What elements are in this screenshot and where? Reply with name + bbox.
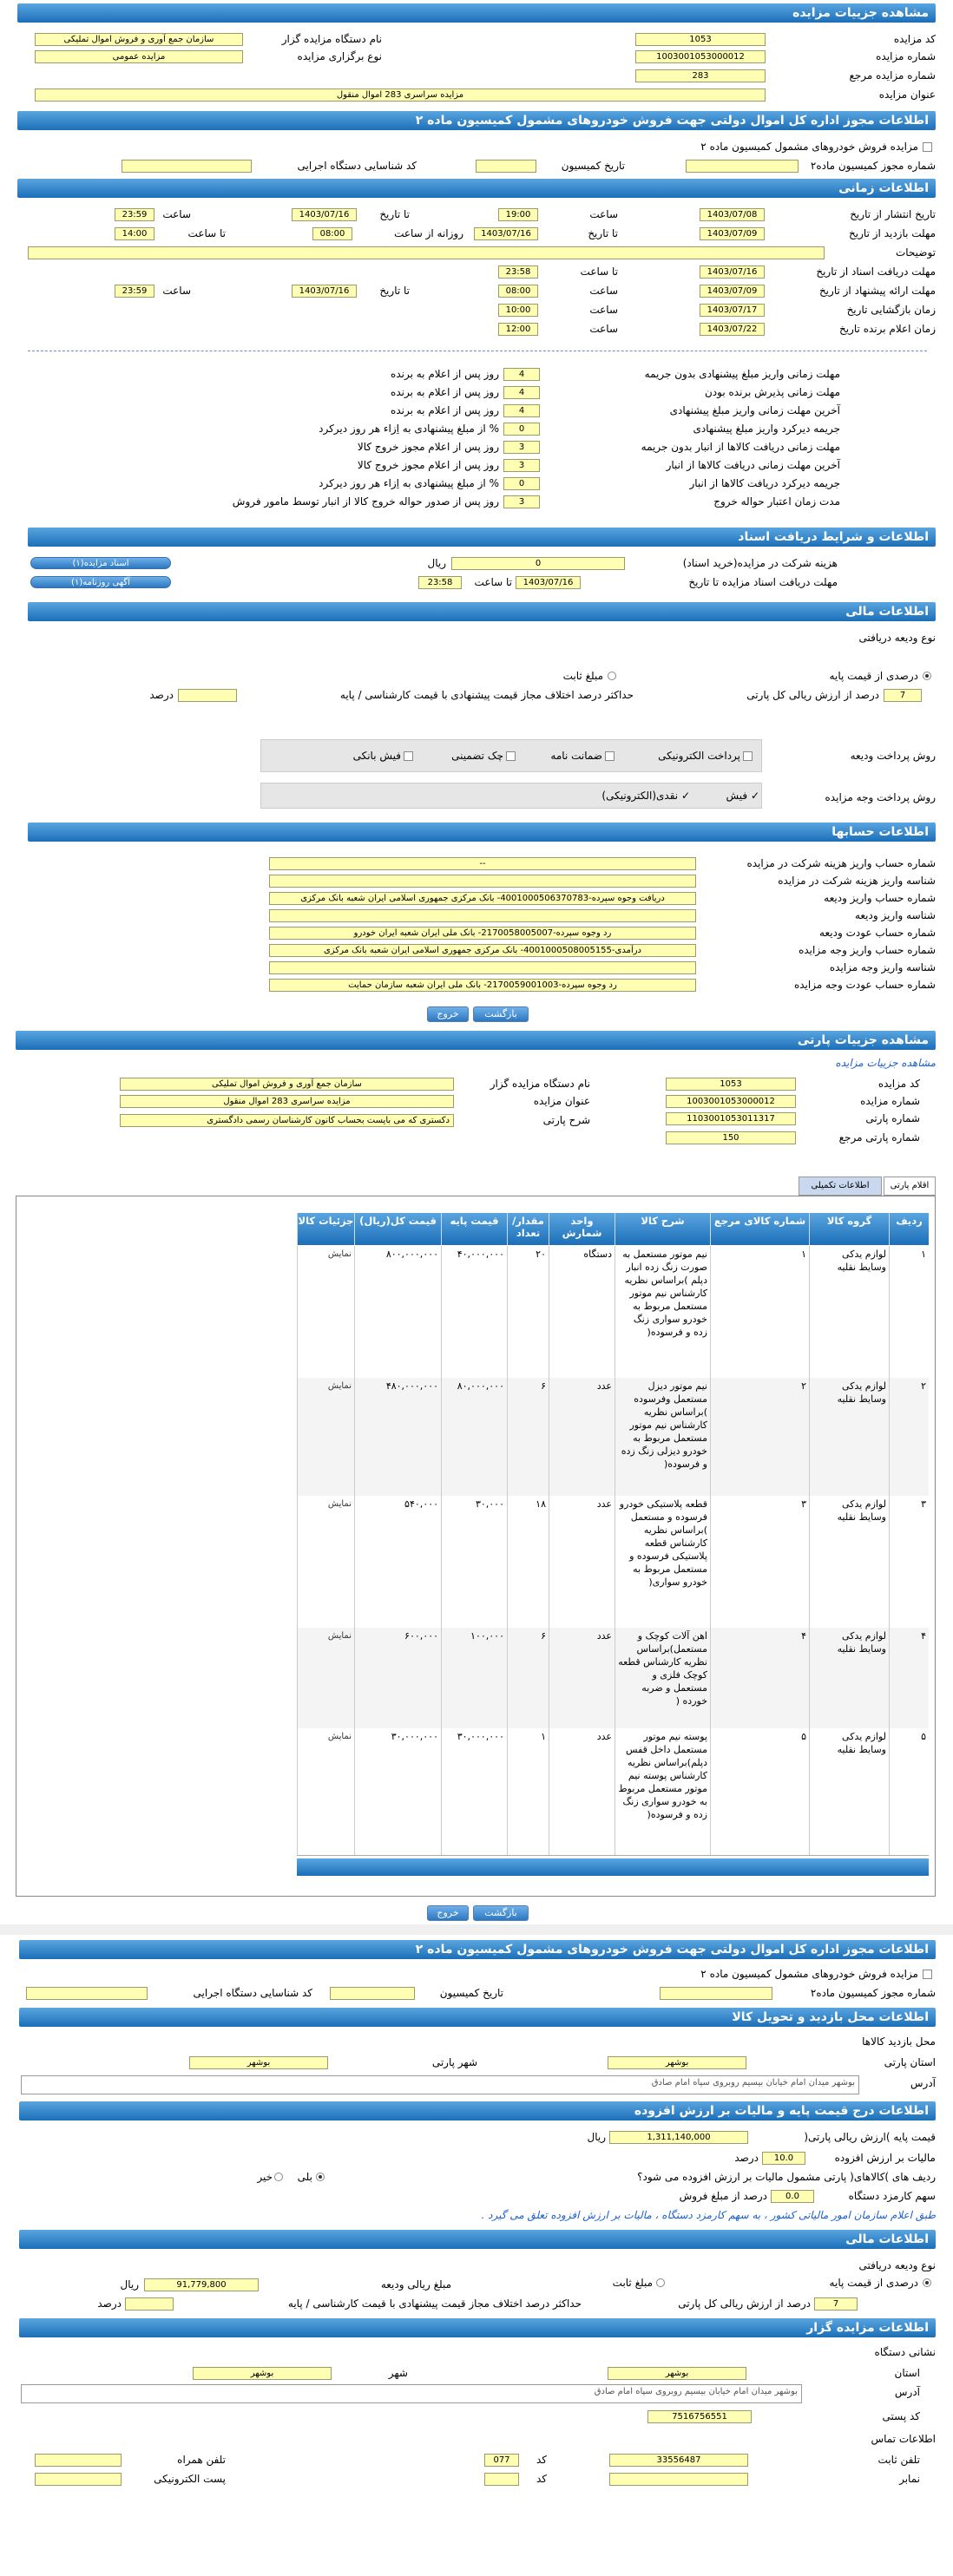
fax-code-field <box>484 2473 519 2486</box>
docs-deadline-time-label: تا ساعت <box>474 576 512 588</box>
offer-to-field: 1403/07/16 <box>292 285 357 298</box>
party-auction-code-field: 1053 <box>666 1078 796 1091</box>
account-field: رد وجوه سپرده-2170058005007- بانک ملی ایران شعبه ایران خودرو <box>269 927 696 940</box>
exec-code-label: کد شناسایی دستگاه اجرایی <box>297 160 417 172</box>
party-number-field: 1103001053011317 <box>666 1112 796 1125</box>
fee-share-field: 0.0 <box>771 2190 814 2203</box>
docs-deadline-label: مهلت دریافت اسناد از تاریخ <box>816 265 936 278</box>
account-label: شماره حساب عودت وجه مزایده <box>793 979 936 991</box>
tab-extra-info[interactable]: اطلاعات تکمیلی <box>799 1177 882 1196</box>
party-permit-number-field <box>660 1987 772 2000</box>
deposit-percent-label: درصدی از قیمت پایه <box>829 670 918 682</box>
vat-no-radio[interactable] <box>274 2173 283 2181</box>
base-price-label: قیمت پایه )ارزش ریالی پارتی( <box>804 2131 936 2143</box>
opening-time-label: ساعت <box>589 304 618 316</box>
table-cell: ۱ <box>889 1246 929 1378</box>
party-permit-number-label: شماره مجوز کمیسیون ماده۲ <box>810 1987 936 1999</box>
party-auction-number-field: 1003001053000012 <box>666 1095 796 1108</box>
phone-field: 33556487 <box>609 2454 748 2467</box>
auction-number-field: 1003001053000012 <box>635 50 766 63</box>
publish-time-label: ساعت <box>589 208 618 220</box>
table-header-cell: ردیف <box>889 1213 929 1245</box>
visit-daily-label: روزانه از ساعت <box>394 227 463 239</box>
account-label: شماره حساب واریز وجه مزایده <box>799 944 936 956</box>
table-cell: ۳۰,۰۰۰,۰۰۰ <box>354 1728 441 1855</box>
rule-unit: روز پس از اعلام مجوز خروج کالا <box>357 441 499 453</box>
details-button[interactable]: نمایش <box>297 1378 354 1496</box>
newspaper-ad-button[interactable]: آگهی روزنامه(۱) <box>30 576 171 588</box>
table-cell: لوازم یدکی وسایط نقلیه <box>809 1246 889 1378</box>
party-ref-field: 150 <box>666 1131 796 1144</box>
org-city-field: بوشهر <box>193 2367 332 2380</box>
party-commission-date-field <box>330 1987 415 2000</box>
tab-party-items[interactable]: اقلام پارتی <box>884 1177 936 1196</box>
deposit-percent-unit: درصد از ارزش ریالی کل پارتی <box>746 689 879 701</box>
section-header-auctioneer: اطلاعات مزایده گزار <box>19 2318 936 2337</box>
contact-heading: اطلاعات تماس <box>871 2433 936 2445</box>
base-price-currency: ریال <box>587 2131 606 2143</box>
max-diff-field <box>178 689 237 702</box>
vat-unit: درصد <box>734 2152 759 2164</box>
vat-yes-label: بلی <box>297 2171 312 2183</box>
auction-type-field: مزایده عمومی <box>35 50 243 63</box>
party-permit-checkbox[interactable] <box>923 1970 932 1979</box>
party-exec-code-label: کد شناسایی دستگاه اجرایی <box>193 1987 312 1999</box>
pay-cheque-label: چک تضمینی <box>451 750 503 762</box>
rule-value-field: 4 <box>503 404 540 417</box>
vat-no-label: خیر <box>257 2171 273 2183</box>
winner-time-field: 12:00 <box>498 323 538 336</box>
deposit-fixed-radio[interactable] <box>608 672 616 680</box>
docs-to-time-label: تا ساعت <box>580 265 618 278</box>
party-org-field: سازمان جمع آوری و فروش اموال تملیکی <box>120 1078 454 1091</box>
publish-from-field: 1403/07/08 <box>700 208 765 221</box>
account-label: شناسه واریز ودیعه <box>854 909 936 921</box>
table-cell: قطعه پلاستیکی خودرو فرسوده و مستعمل )براساس نظریه کارشناس قطعه پلاستیکی فرسوده و مستعمل مربوط به خودرو سواری( <box>615 1496 710 1628</box>
party-deposit-percent-unit: درصد از ارزش ریالی کل پارتی <box>678 2297 811 2310</box>
org-address-field: بوشهر میدان امام خیابان بیسیم روبروی سپاه امام صادق <box>21 2384 802 2403</box>
rule-value-field: 3 <box>503 459 540 472</box>
org-province-label: استان <box>894 2367 920 2379</box>
org-province-field: بوشهر <box>608 2367 746 2380</box>
table-cell: ۳۰,۰۰۰ <box>441 1496 507 1628</box>
table-cell: لوازم یدکی وسایط نقلیه <box>809 1728 889 1855</box>
party-subject-label: عنوان مزایده <box>533 1095 590 1107</box>
details-button[interactable]: نمایش <box>297 1496 354 1628</box>
vat-label: مالیات بر ارزش افزوده <box>834 2152 936 2164</box>
table-cell: ۵۴۰,۰۰۰ <box>354 1496 441 1628</box>
publish-date-label: تاریخ انتشار از تاریخ <box>850 208 936 220</box>
section-header-finance: اطلاعات مالی <box>28 602 936 621</box>
table-cell: ۱۸ <box>507 1496 549 1628</box>
winner-time-label: ساعت <box>589 323 618 335</box>
table-cell: لوازم یدکی وسایط نقلیه <box>809 1496 889 1628</box>
vat-note: طبق اعلام سازمان امور مالیاتی کشور ، به سهم کارمزد دستگاه ، مالیات بر ارزش افزوده تعلق می گیرد . <box>481 2209 936 2221</box>
visit-to-time-label: تا ساعت <box>187 227 226 239</box>
auctioneer-field: سازمان جمع آوری و فروش اموال تملیکی <box>35 33 243 46</box>
account-label: شماره حساب واریز هزینه شرکت در مزایده <box>746 857 936 869</box>
auction-ref-field: 283 <box>635 69 766 82</box>
table-cell: ۵ <box>889 1728 929 1855</box>
party-max-diff-field <box>125 2297 174 2311</box>
deposit-payment-label: روش پرداخت ودیعه <box>850 750 936 762</box>
section-header-location: اطلاعات محل بازدید و تحویل کالا <box>19 2008 936 2027</box>
table-cell: ۴ <box>710 1628 809 1728</box>
account-label: شماره حساب عودت ودیعه <box>819 927 936 939</box>
table-cell: عدد <box>549 1496 615 1628</box>
exit-button[interactable]: خروج <box>427 1006 469 1022</box>
table-cell: ۱ <box>507 1728 549 1855</box>
table-cell: نیم موتور دیزل مستعمل وفرسوده )براساس نظریه کارشناس نیم موتور مستعمل مربوط به خودرو دیزلی زنگ زده و فرسوده( <box>615 1378 710 1496</box>
mobile-label: تلفن همراه <box>177 2454 226 2466</box>
deposit-type-label: نوع ودیعه دریافتی <box>858 632 936 644</box>
deposit-percent-radio[interactable] <box>923 672 931 680</box>
commission-date-field <box>476 160 536 173</box>
section-header-time-info: اطلاعات زمانی <box>17 179 936 198</box>
table-cell: ۳۰,۰۰۰,۰۰۰ <box>441 1728 507 1855</box>
party-exec-code-field <box>26 1987 148 2000</box>
table-cell: عدد <box>549 1378 615 1496</box>
deposit-amount-field: 91,779,800 <box>144 2278 259 2291</box>
rule-unit: روز پس از اعلام مجوز خروج کالا <box>357 459 499 471</box>
visit-to-label: تا تاریخ <box>588 227 618 239</box>
auction-subject-field: مزایده سراسری 283 اموال منقول <box>35 88 766 102</box>
table-header-cell: گروه کالا <box>809 1213 889 1245</box>
row-divider <box>297 1855 929 1856</box>
table-cell: ۳ <box>889 1496 929 1628</box>
auction-code-label: کد مزایده <box>893 33 936 45</box>
fee-currency-label: ریال <box>427 557 446 569</box>
mobile-field <box>35 2454 122 2467</box>
party-deposit-type-label: نوع ودیعه دریافتی <box>858 2259 936 2271</box>
org-city-label: شهر <box>388 2367 408 2379</box>
pay-guarantee-label: ضمانت نامه <box>550 750 602 762</box>
section-header-auction-details: مشاهده جزییات مزایده <box>17 3 936 23</box>
publish-to-field: 1403/07/16 <box>292 208 357 221</box>
section-header-price: اطلاعات درج قیمت پایه و مالیات بر ارزش افزوده <box>19 2101 936 2120</box>
table-cell: ۱ <box>710 1246 809 1378</box>
party-deposit-percent-radio[interactable] <box>923 2278 931 2287</box>
party-auction-code-label: کد مزایده <box>877 1078 920 1090</box>
fax-label: نمابر <box>899 2473 920 2485</box>
party-city-field: بوشهر <box>189 2056 328 2069</box>
table-header-cell: قیمت کل(ریال) <box>354 1213 441 1245</box>
pay-slip-label: فیش بانکی <box>352 750 401 762</box>
table-cell: عدد <box>549 1728 615 1855</box>
table-header-cell: جزئیات کالا <box>297 1213 354 1245</box>
permit-checkbox-label: مزایده فروش خودروهای مشمول کمیسیون ماده ۲ <box>700 141 918 153</box>
publish-time-to-field: 23:59 <box>115 208 154 221</box>
rule-value-field: 0 <box>503 423 540 436</box>
rule-value-field: 0 <box>503 477 540 490</box>
rule-unit: روز پس از اعلام به برنده <box>391 368 499 380</box>
table-cell: دستگاه <box>549 1246 615 1378</box>
party-desc-label: شرح پارتی <box>542 1114 590 1126</box>
vat-question-label: ردیف های )کالاهای( پارتی مشمول مالیات بر ارزش افزوده می شود؟ <box>637 2171 936 2183</box>
phone-label: تلفن ثابت <box>877 2454 920 2466</box>
party-commission-date-label: تاریخ کمیسیون <box>439 1987 503 1999</box>
auction-type-label: نوع برگزاری مزایده <box>297 50 382 62</box>
publish-time-from-field: 19:00 <box>498 208 538 221</box>
rule-value-field: 3 <box>503 495 540 508</box>
docs-from-field: 1403/07/16 <box>700 265 765 279</box>
account-field: -- <box>269 857 696 870</box>
table-cell: ۶ <box>507 1628 549 1728</box>
table-header-cell: واحد شمارش <box>549 1213 615 1245</box>
auction-payment-label: روش پرداخت وجه مزایده <box>825 791 936 803</box>
permit-number-field <box>686 160 799 173</box>
table-cell: ۴۰,۰۰۰,۰۰۰ <box>441 1246 507 1378</box>
party-permit-checkbox-label: مزایده فروش خودروهای مشمول کمیسیون ماده ۲ <box>700 1968 918 1980</box>
email-field <box>35 2473 122 2486</box>
email-label: پست الکترونیکی <box>154 2473 226 2485</box>
auction-details-link[interactable]: مشاهده جزییات مزایده <box>835 1057 936 1069</box>
visit-time-to-field: 14:00 <box>115 227 154 240</box>
party-desc-field: دکستری که می بایست بحساب کانون کارشناسان رسمی دادگستری <box>120 1114 454 1127</box>
pay-guarantee-checkbox[interactable] <box>605 751 615 761</box>
party-deposit-fixed-label: مبلغ ثابت <box>612 2277 653 2289</box>
party-deposit-percent-field: 7 <box>814 2297 858 2311</box>
rule-unit: روز پس از اعلام به برنده <box>391 386 499 398</box>
offer-from-field: 1403/07/09 <box>700 285 765 298</box>
rule-unit: % از مبلغ پیشنهادی به اِزاء هر روز دیرکرد <box>319 423 499 435</box>
table-cell: ۸۰,۰۰۰,۰۰۰ <box>441 1378 507 1496</box>
pay2-slip-label: ✓ فیش <box>726 790 759 802</box>
org-address-label: آدرس <box>894 2386 920 2398</box>
party-city-label: شهر پارتی <box>431 2056 477 2068</box>
winner-label: زمان اعلام برنده تاریخ <box>838 323 936 335</box>
section-header-finance-party: اطلاعات مالی <box>19 2230 936 2249</box>
offer-time-from-field: 08:00 <box>498 285 538 298</box>
fax-code-label: کد <box>536 2473 547 2485</box>
table-cell: ۱۰۰,۰۰۰ <box>441 1628 507 1728</box>
visit-location-label: محل بازدید کالاها <box>862 2035 936 2048</box>
table-cell: ۲۰ <box>507 1246 549 1378</box>
rule-label: آخرین مهلت زمانی دریافت کالاها از انبار <box>666 459 840 471</box>
page-separator <box>0 1924 953 1935</box>
party-max-diff-unit: درصد <box>97 2297 122 2310</box>
deposit-fixed-label: مبلغ ثابت <box>562 670 603 682</box>
table-cell: ۴ <box>889 1628 929 1728</box>
account-label: شناسه واریز وجه مزایده <box>829 961 936 973</box>
section-header-party: مشاهده جزییات پارتی <box>16 1031 936 1050</box>
fee-label: هزینه شرکت در مزایده(خرید اسناد) <box>682 557 838 569</box>
area-code-field: 077 <box>484 2454 519 2467</box>
pay-electronic-checkbox[interactable] <box>743 751 753 761</box>
vat-yes-radio[interactable] <box>316 2173 325 2181</box>
offer-time-to-field: 23:59 <box>115 285 154 298</box>
party-province-label: استان پارتی <box>884 2056 936 2068</box>
org-address-heading: نشانی دستگاه <box>874 2346 936 2358</box>
visit-time-from-field: 08:00 <box>312 227 352 240</box>
rule-unit: روز پس از صدور حواله خروج کالا از انبار توسط مامور فروش <box>232 495 499 508</box>
rule-unit: % از مبلغ پیشنهادی به اِزاء هر روز دیرکرد <box>319 477 499 489</box>
pay-slip-checkbox[interactable] <box>404 751 413 761</box>
table-footer <box>297 1858 929 1876</box>
offer-to-label: تا تاریخ <box>379 285 410 297</box>
opening-date-field: 1403/07/17 <box>700 304 765 317</box>
auction-number-label: شماره مزایده <box>876 50 936 62</box>
winner-date-field: 1403/07/22 <box>700 323 765 336</box>
docs-time-field: 23:58 <box>498 265 538 279</box>
vat-field: 10.0 <box>762 2152 805 2165</box>
table-header-cell: شرح کالا <box>615 1213 710 1245</box>
table-cell: ۲ <box>889 1378 929 1496</box>
table-cell: ۴۸۰,۰۰۰,۰۰۰ <box>354 1378 441 1496</box>
rule-label: مهلت زمانی دریافت کالاها از انبار بدون جریمه <box>641 441 840 453</box>
party-exit-button[interactable]: خروج <box>427 1905 469 1921</box>
rule-label: جریمه دیرکرد دریافت کالاها از انبار <box>689 477 840 489</box>
table-cell: ۸۰۰,۰۰۰,۰۰۰ <box>354 1246 441 1378</box>
table-cell: ۵ <box>710 1728 809 1855</box>
rule-value-field: 4 <box>503 386 540 399</box>
permit-number-label: شماره مجوز کمیسیون ماده۲ <box>810 160 936 172</box>
opening-label: زمان بازگشایی تاریخ <box>846 304 936 316</box>
account-field: درآمدی-4001000508005155- بانک مرکزی جمهوری اسلامی ایران شعبه بانک مرکزی <box>269 944 696 957</box>
account-field <box>269 961 696 974</box>
exec-code-field <box>122 160 252 173</box>
party-auction-number-label: شماره مزایده <box>860 1095 920 1107</box>
visit-from-field: 1403/07/09 <box>700 227 765 240</box>
table-cell: اهن آلات کوچک و مستعمل)براساس نظریه کارشناس قطعه کوچک فلزی و مستعمل و ضربه خورده ( <box>615 1628 710 1728</box>
commission-date-label: تاریخ کمیسیون <box>561 160 625 172</box>
party-province-field: بوشهر <box>608 2056 746 2069</box>
section-header-permit: اطلاعات مجوز اداره کل اموال دولتی جهت فروش خودروهای مشمول کمیسیون ماده ۲ <box>17 111 936 130</box>
account-field <box>269 875 696 888</box>
party-subject-field: مزایده سراسری 283 اموال منقول <box>120 1095 454 1108</box>
table-cell: لوازم یدکی وسایط نقلیه <box>809 1378 889 1496</box>
table-header-cell: شماره کالای مرجع <box>710 1213 809 1245</box>
section-header-accounts: اطلاعات حسابها <box>28 823 936 842</box>
rule-value-field: 4 <box>503 368 540 381</box>
rule-label: مهلت زمانی پذیرش برنده بودن <box>704 386 840 398</box>
party-deposit-fixed-radio[interactable] <box>656 2278 665 2287</box>
offer-time2-label: ساعت <box>162 285 191 297</box>
postal-code-field: 7516756551 <box>647 2410 752 2423</box>
auctioneer-label: نام دستگاه مزایده گزار <box>281 33 382 45</box>
rule-value-field: 3 <box>503 441 540 454</box>
docs-deadline2-label: مهلت دریافت اسناد مزایده تا تاریخ <box>688 576 838 588</box>
publish-time2-label: ساعت <box>162 208 191 220</box>
postal-code-label: کد پستی <box>882 2410 920 2422</box>
account-field: رد وجوه سپرده-2170059001003- بانک ملی ایران شعبه سازمان حمایت <box>269 979 696 992</box>
party-back-button[interactable]: بازگشت <box>473 1905 529 1921</box>
table-cell: پوسته نیم موتور مستعمل داخل قفس دپلم)براساس نظریه کارشناس پوسته نیم موتور مستعمل مربوط به خودرو سواری زنگ زده و فرسوده( <box>615 1728 710 1855</box>
publish-to-label: تا تاریخ <box>379 208 410 220</box>
fax-field <box>609 2473 748 2486</box>
auction-code-field: 1053 <box>635 33 766 46</box>
docs-deadline-time-field: 23:58 <box>418 576 462 589</box>
party-number-label: شماره پارتی <box>865 1112 920 1124</box>
rule-label: مدت زمان اعتبار حواله خروج <box>713 495 840 508</box>
auction-docs-button[interactable]: اسناد مزایده(۱) <box>30 557 171 569</box>
party-ref-label: شماره پارتی مرجع <box>838 1131 920 1144</box>
section-header-docs: اطلاعات و شرایط دریافت اسناد <box>28 528 936 547</box>
auction-subject-label: عنوان مزایده <box>878 88 936 101</box>
section-header-permit-party: اطلاعات مجوز اداره کل اموال دولتی جهت فروش خودروهای مشمول کمیسیون ماده ۲ <box>19 1940 936 1959</box>
party-address-field: بوشهر میدان امام خیابان بیسیم روبروی سپاه امام صادق <box>21 2075 859 2094</box>
account-label: شماره حساب واریز ودیعه <box>824 892 936 904</box>
deposit-percent-field: 7 <box>884 689 922 702</box>
fee-share-label: سهم کارمزد دستگاه <box>848 2190 936 2202</box>
table-header-cell: قیمت پایه <box>441 1213 507 1245</box>
table-cell: ۳ <box>710 1496 809 1628</box>
max-diff-unit: درصد <box>149 689 174 701</box>
auction-ref-label: شماره مزایده مرجع <box>849 69 936 82</box>
rule-unit: روز پس از اعلام به برنده <box>391 404 499 416</box>
area-code-label: کد <box>536 2454 547 2466</box>
rule-label: مهلت زمانی واریز مبلغ پیشنهادی بدون جریمه <box>644 368 840 380</box>
pay2-cash-label: ✓ نقدی(الکترونیکی) <box>601 790 690 802</box>
fee-share-unit: درصد از مبلغ فروش <box>679 2190 767 2202</box>
visit-deadline-label: مهلت بازدید از تاریخ <box>849 227 936 239</box>
account-field: دریافت وجوه سپرده-4001000506370783- بانک مرکزی جمهوری اسلامی ایران شعبه بانک مرکزی <box>269 892 696 905</box>
table-cell: ۶ <box>507 1378 549 1496</box>
table-header-cell: مقدار/تعداد <box>507 1213 549 1245</box>
docs-deadline-field: 1403/07/16 <box>516 576 581 589</box>
visit-to-field: 1403/07/16 <box>474 227 538 240</box>
description-label: توضیحات <box>895 246 936 259</box>
party-deposit-percent-label: درصدی از قیمت پایه <box>829 2277 918 2289</box>
table-cell: ۶۰۰,۰۰۰ <box>354 1628 441 1728</box>
permit-checkbox[interactable] <box>923 142 932 152</box>
party-address-label: آدرس <box>910 2077 936 2089</box>
table-cell: نیم موتور مستعمل به صورت زنگ زده انبار دپلم )براساس نظریه کارشناس نیم موتور مستعمل مربوط به خودرو سواری زنگ زده و فرسوده( <box>615 1246 710 1378</box>
base-price-field: 1,311,140,000 <box>609 2131 748 2144</box>
party-max-diff-label: حداکثر درصد اختلاف مجاز قیمت پیشنهادی با قیمت کارشناسی / پایه <box>287 2297 582 2310</box>
deposit-amount-label: مبلغ ریالی ودیعه <box>380 2278 451 2291</box>
rule-label: جریمه دیرکرد واریز مبلغ پیشنهادی <box>693 423 840 435</box>
details-button[interactable]: نمایش <box>297 1628 354 1728</box>
deposit-amount-currency: ریال <box>120 2278 139 2291</box>
fee-field: 0 <box>451 557 625 570</box>
account-label: شناسه واریز هزینه شرکت در مزایده <box>778 875 936 887</box>
account-field <box>269 909 696 922</box>
table-cell: لوازم یدکی وسایط نقلیه <box>809 1628 889 1728</box>
party-org-label: نام دستگاه مزایده گزار <box>490 1078 590 1090</box>
description-field <box>28 246 825 259</box>
details-button[interactable]: نمایش <box>297 1728 354 1855</box>
offer-time-label: ساعت <box>589 285 618 297</box>
rule-label: آخرین مهلت زمانی واریز مبلغ پیشنهادی <box>669 404 840 416</box>
table-cell: ۲ <box>710 1378 809 1496</box>
details-button[interactable]: نمایش <box>297 1246 354 1378</box>
offer-deadline-label: مهلت ارائه پیشنهاد از تاریخ <box>818 285 936 297</box>
pay-electronic-label: پرداخت الکترونیکی <box>658 750 740 762</box>
table-cell: عدد <box>549 1628 615 1728</box>
max-diff-label: حداکثر درصد اختلاف مجاز قیمت پیشنهادی با قیمت کارشناسی / پایه <box>339 689 634 701</box>
opening-time-field: 10:00 <box>498 304 538 317</box>
back-button[interactable]: بازگشت <box>473 1006 529 1022</box>
pay-cheque-checkbox[interactable] <box>506 751 516 761</box>
